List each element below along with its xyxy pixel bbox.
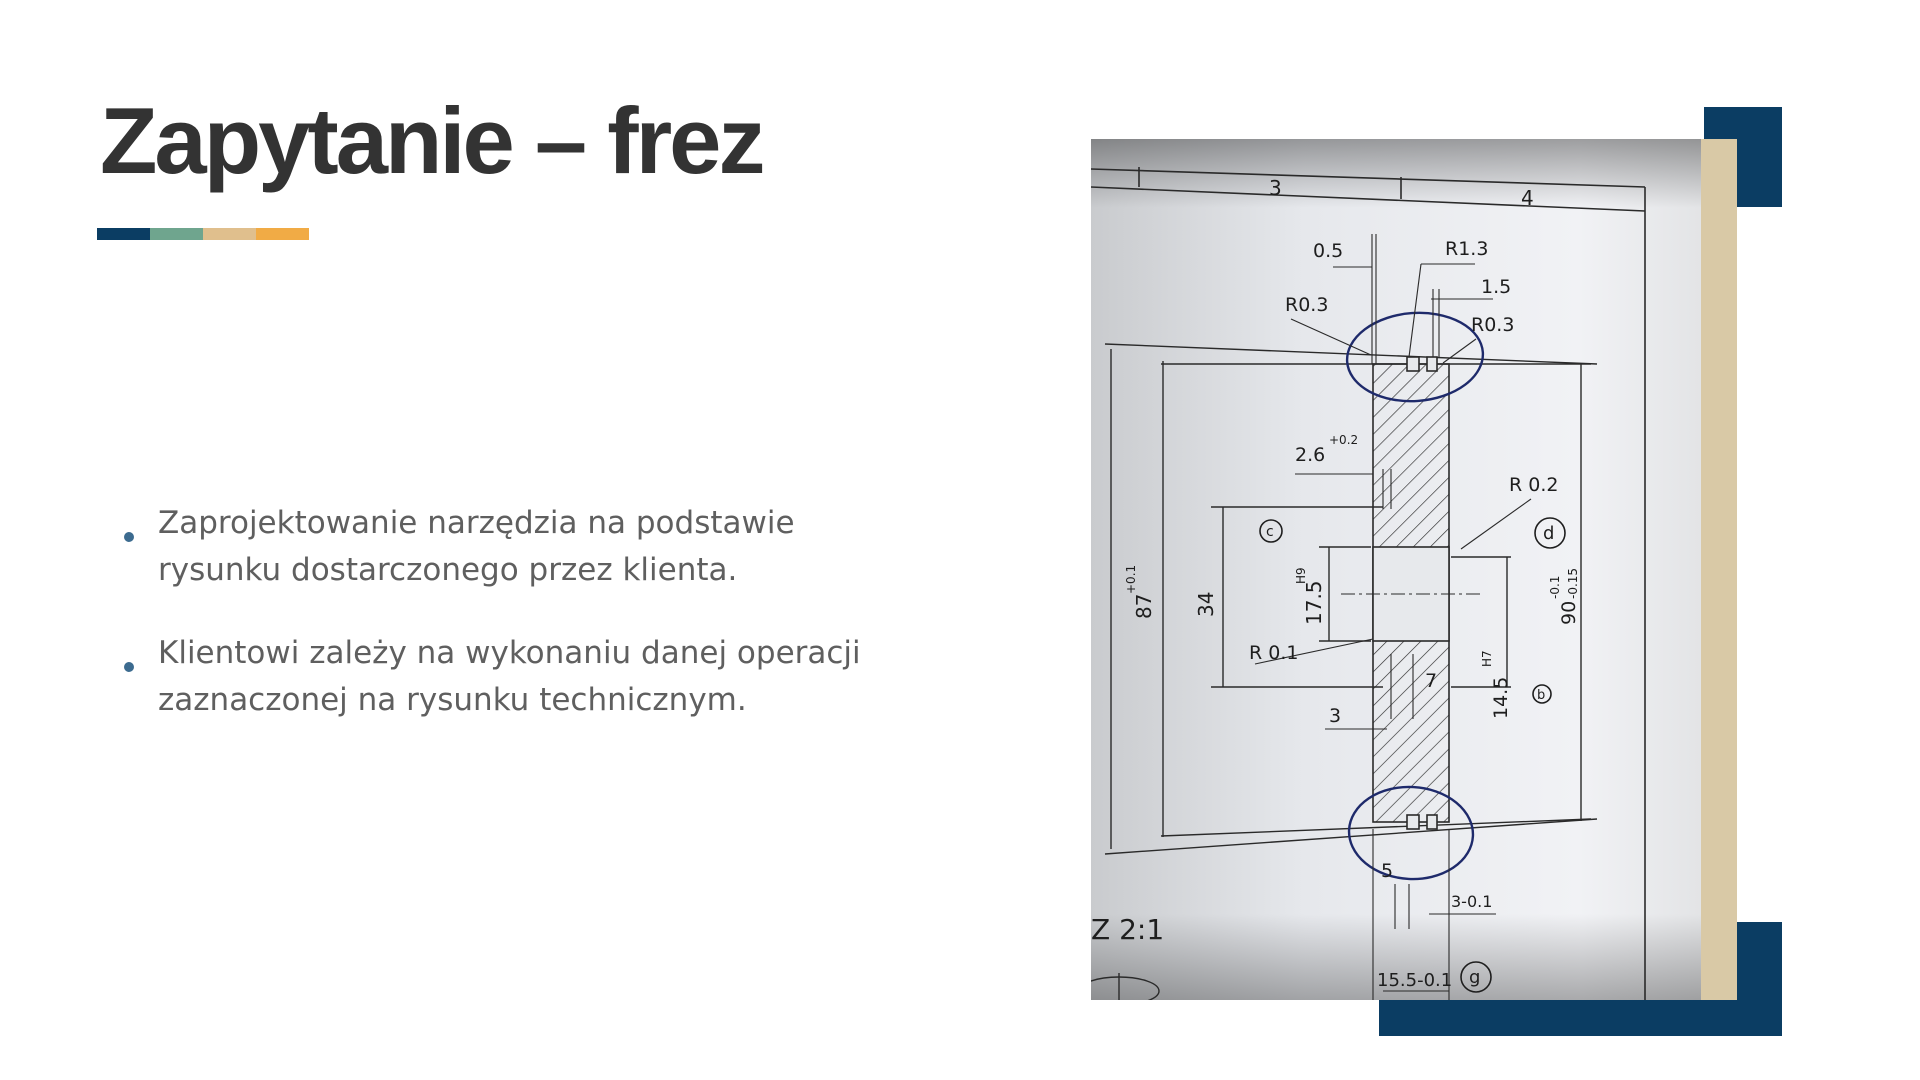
dim-0-5: 0.5 [1313,240,1344,262]
dim-90-tolerance-upper: -0.1 [1548,575,1562,599]
dim-87-tolerance: +0.1 [1124,564,1138,594]
dim-2-6: 2.6 [1295,444,1326,466]
dim-17-5-fit: H9 [1294,567,1308,584]
bullet-dot-icon [124,532,134,542]
accent-segment-tan [203,228,256,240]
surface-marker-d: d [1543,523,1555,544]
bullet-list [120,500,920,760]
dim-3-tolerance: 3-0.1 [1451,892,1493,911]
dim-87: 87 [1132,593,1156,619]
scale-label: Z 2:1 [1091,913,1165,946]
dim-r0-3-left: R0.3 [1285,294,1329,316]
technical-drawing-photo [1091,139,1737,1000]
bullet-item [120,630,920,724]
dim-90-tolerance-lower: -0.15 [1566,567,1580,599]
dim-34: 34 [1194,591,1218,617]
dim-15-5: 15.5-0.1 [1377,970,1453,991]
accent-segment-navy [97,228,150,240]
dim-2-6-tolerance: +0.2 [1329,433,1359,447]
bullet-item [120,500,920,594]
dim-90: 90 [1558,600,1580,625]
dim-r0-1: R 0.1 [1249,642,1299,664]
dim-r0-2: R 0.2 [1509,474,1559,496]
dim-1-5: 1.5 [1481,276,1512,298]
surface-marker-c: c [1266,524,1274,540]
slide-title: Zapytanie – frez [100,88,763,193]
dim-14-5: 14.5 [1490,676,1512,719]
surface-marker-b: b [1537,688,1546,703]
dim-7: 7 [1425,670,1438,692]
dim-r0-3-right: R0.3 [1471,314,1515,336]
dim-14-5-fit: H7 [1480,650,1494,667]
accent-segment-orange [256,228,309,240]
accent-segment-green [150,228,203,240]
decor-corner-bottom [1379,1000,1782,1036]
surface-marker-g: g [1469,967,1481,988]
title-accent-bar [97,228,309,240]
dim-3: 3 [1329,705,1342,727]
technical-drawing-svg [1091,139,1737,1000]
frame-number-3: 3 [1269,176,1282,200]
bullet-text: Klientowi zależy na wykonaniu danej operacji zaznaczonej na rysunku technicznym. [158,635,861,718]
frame-number-4: 4 [1521,186,1534,210]
dim-17-5: 17.5 [1302,580,1326,625]
dim-r1-3: R1.3 [1445,238,1489,260]
bullet-dot-icon [124,662,134,672]
dim-5: 5 [1381,860,1394,882]
bullet-text: Zaprojektowanie narzędzia na podstawie rysunku dostarczonego przez klienta. [158,505,795,588]
